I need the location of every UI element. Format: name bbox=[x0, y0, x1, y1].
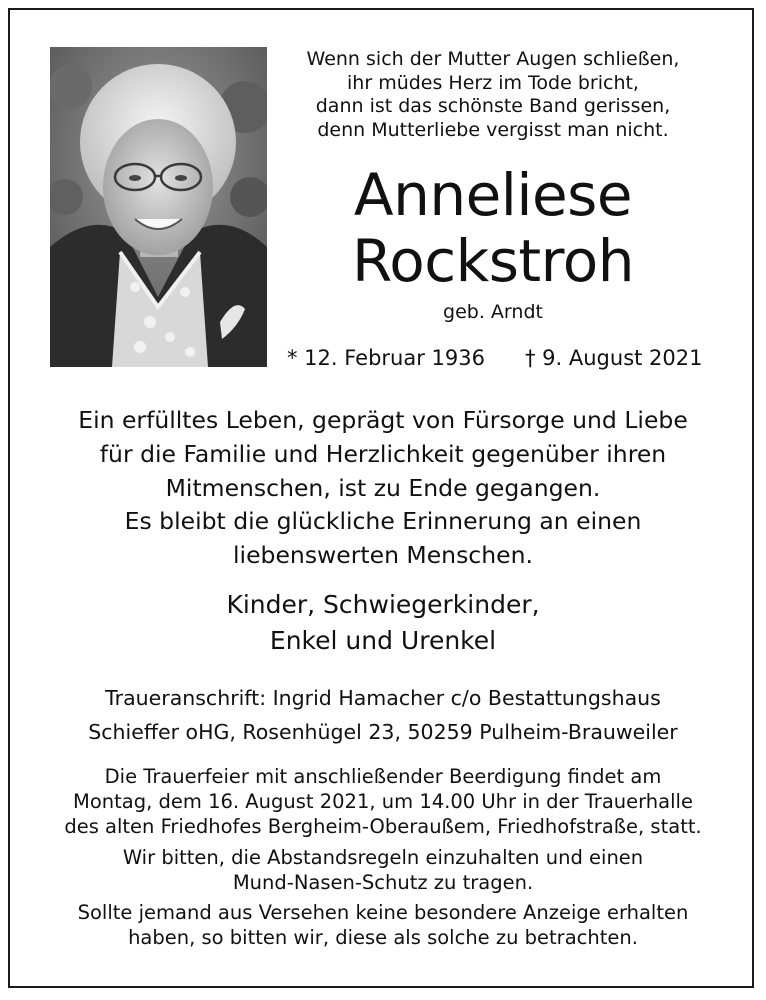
memory-line: Es bleibt die glückliche Erinnerung an einen bbox=[124, 507, 642, 535]
tribute-line: Mitmenschen, ist zu Ende gegangen. bbox=[165, 474, 601, 502]
poem-line: Wenn sich der Mutter Augen schließen, bbox=[306, 48, 680, 70]
notice-text bbox=[20, 900, 746, 950]
tribute-line: für die Familie und Herzlichkeit gegenüber ihren bbox=[99, 440, 667, 468]
mourners bbox=[20, 587, 746, 659]
mourning-address bbox=[20, 681, 746, 749]
funeral-line: Die Trauerfeier mit anschließender Beerdigung findet am bbox=[104, 765, 662, 788]
address-line: Traueranschrift: Ingrid Hamacher c/o Bestattungshaus bbox=[105, 686, 661, 710]
first-name: Anneliese bbox=[353, 161, 633, 229]
deceased-name bbox=[284, 162, 702, 294]
death-date: † 9. August 2021 bbox=[525, 346, 703, 370]
tribute-line: Ein erfülltes Leben, geprägt von Fürsorge und Liebe bbox=[78, 406, 688, 434]
funeral-line: Montag, dem 16. August 2021, um 14.00 Uhr in der Trauerhalle bbox=[73, 790, 693, 813]
funeral-line: des alten Friedhofes Bergheim-Oberaußem, Friedhofstraße, statt. bbox=[64, 815, 702, 838]
address-line: Schieffer oHG, Rosenhügel 23, 50259 Pulheim-Brauweiler bbox=[88, 720, 678, 744]
distance-rules bbox=[20, 845, 746, 895]
notice-line: Sollte jemand aus Versehen keine besondere Anzeige erhalten bbox=[77, 901, 689, 924]
rules-line: Mund-Nasen-Schutz zu tragen. bbox=[232, 871, 534, 894]
poem-line: ihr müdes Herz im Tode bricht, bbox=[347, 71, 639, 94]
poem-line: denn Mutterliebe vergisst man nicht. bbox=[317, 118, 669, 141]
mourners-line: Kinder, Schwiegerkinder, bbox=[226, 590, 540, 619]
birth-date: * 12. Februar 1936 bbox=[287, 346, 485, 370]
rules-line: Wir bitten, die Abstandsregeln einzuhalten und einen bbox=[122, 846, 644, 869]
poem-line: dann ist das schönste Band gerissen, bbox=[315, 95, 671, 117]
portrait-photo bbox=[50, 47, 267, 367]
funeral-info bbox=[20, 764, 746, 839]
maiden-name: geb. Arndt bbox=[443, 301, 543, 323]
poem bbox=[284, 48, 702, 142]
tribute-text bbox=[20, 403, 746, 505]
notice-line: haben, so bitten wir, diese als solche zu betrachten. bbox=[128, 926, 638, 949]
memory-text bbox=[20, 504, 746, 572]
memory-line: liebenswerten Menschen. bbox=[233, 541, 533, 569]
mourners-line: Enkel und Urenkel bbox=[269, 626, 497, 655]
last-name: Rockstroh bbox=[352, 227, 634, 295]
